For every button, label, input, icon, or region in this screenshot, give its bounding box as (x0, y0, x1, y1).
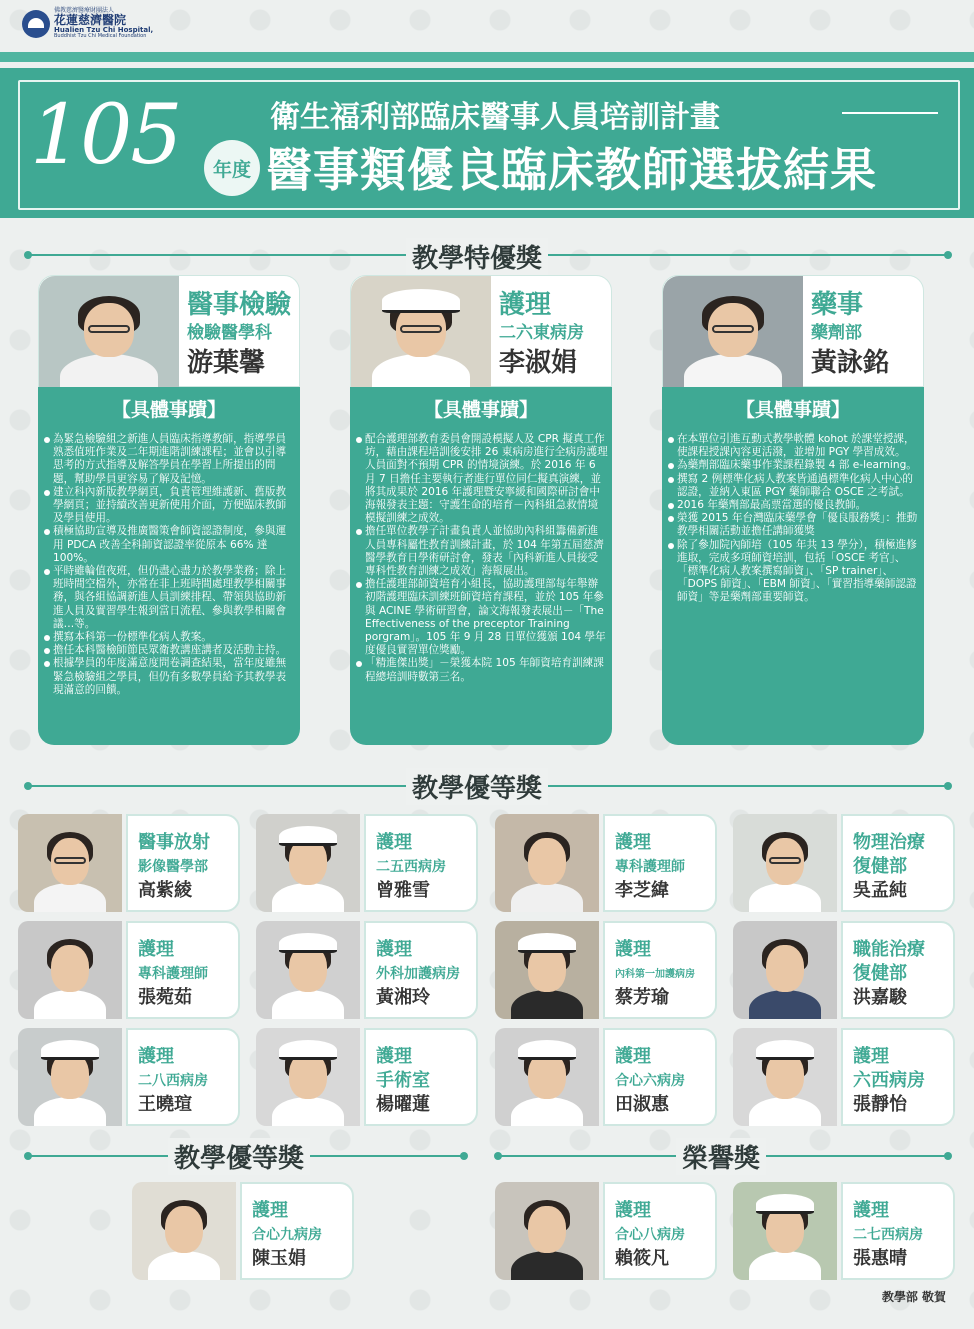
card-name: 李淑娟 (499, 348, 578, 378)
award-card (495, 814, 717, 912)
logo-line4: Buddhist Tzu Chi Medical Foundation (54, 33, 147, 40)
portrait-photo (256, 814, 360, 912)
card-name: 黃詠銘 (811, 348, 890, 378)
award-card (18, 921, 240, 1019)
card-dept: 護理 (252, 1200, 288, 1221)
card-name: 王曉瑄 (138, 1094, 192, 1115)
card-unit: 藥劑部 (811, 323, 862, 343)
portrait-photo (18, 921, 122, 1019)
card-dept: 藥事 (811, 290, 864, 320)
award-card (495, 1028, 717, 1126)
portrait-photo (18, 814, 122, 912)
section-dot (944, 251, 952, 259)
achievement-item: 平時雖輪值夜班，但仍盡心盡力於教學業務；除上班時間空檔外，亦常在非上班時間處理教學相關事務，與各組協調新進人員訓練排程、帶領與協助新進人員及實習學生報到當日流程、參與教學相關會議…等。 (44, 565, 296, 631)
achievement-list (668, 433, 920, 605)
card-unit: 二七西病房 (853, 1227, 923, 1243)
card-unit: 合心六病房 (615, 1073, 685, 1089)
card-unit: 外科加護病房 (376, 966, 460, 982)
card-dept: 職能治療 (853, 939, 925, 960)
card-name: 李芝緯 (615, 880, 669, 901)
card-unit: 影像醫學部 (138, 859, 208, 875)
card-section-head: 【具體事蹟】 (735, 399, 850, 421)
achievement-item: 建立科內新版教學網頁，負責管理維護新、舊版教學網頁；並持續改善更新使用介面，方便臨床教師及學員使用。 (44, 486, 296, 526)
section-title-excellence: 教學特優獎 (406, 238, 548, 275)
card-name: 洪嘉駿 (853, 987, 907, 1008)
section-title-merit2: 教學優等獎 (168, 1138, 310, 1175)
section-dot (460, 1152, 468, 1160)
card-dept: 護理 (615, 1200, 651, 1221)
section-title-honor: 榮譽獎 (676, 1138, 766, 1175)
card-section-head: 【具體事蹟】 (423, 399, 538, 421)
card-unit: 內科第一加護病房 (615, 969, 695, 980)
card-unit: 二六東病房 (499, 323, 584, 343)
award-card (132, 1182, 354, 1280)
card-dept: 護理 (376, 1046, 412, 1067)
year-badge: 年度 (204, 140, 260, 196)
year-number: 105 (30, 88, 181, 183)
achievement-item: 撰寫本科第一份標準化病人教案。 (44, 631, 296, 644)
card-dept: 護理 (499, 290, 552, 320)
achievement-list (44, 433, 296, 697)
card-dept: 物理治療 (853, 832, 925, 853)
lotus-icon (22, 10, 50, 38)
portrait-photo (733, 921, 837, 1019)
portrait-photo (256, 1028, 360, 1126)
achievement-item: 積極協助宣導及推廣醫策會師資認證制度，參與運用 PDCA 改善全科師資認證率從原本 66% 達 100%。 (44, 525, 296, 565)
card-name: 陳玉娟 (252, 1248, 306, 1269)
achievement-list (356, 433, 608, 684)
card-name: 高紫綾 (138, 880, 192, 901)
logo-line1: 佛教慈濟醫療財團法人 (54, 7, 115, 14)
card-dept: 護理 (138, 1046, 174, 1067)
card-dept: 護理 (615, 832, 651, 853)
award-card (733, 1182, 955, 1280)
award-card (18, 814, 240, 912)
award-card-excellence (38, 275, 300, 745)
card-dept: 護理 (615, 939, 651, 960)
award-card-excellence (350, 275, 612, 745)
achievement-item: 擔任護理部師資培育小組長，協助護理部每年舉辦初階護理臨床訓練班師資培育課程，並於 105 年參與 ACINE 學術研習會，論文海報發表展出－「The Effectiveness of the preceptor Training porgram」。105 年 9 月 28 日單位獲頒 104 學年度優良實習單位獎勵。 (356, 578, 608, 657)
portrait-photo (132, 1182, 236, 1280)
achievement-item: 在本單位引進互動式教學軟體 kohot 於課堂授課，使課程授課內容更活潑，並增加 PGY 學習成效。 (668, 433, 920, 459)
card-dept: 護理 (615, 1046, 651, 1067)
card-name: 游葉馨 (187, 348, 266, 378)
achievement-item: 撰寫 2 例標準化病人教案皆通過標準化病人中心的認證，並納入東區 PGY 藥師聯合 OSCE 之考試。 (668, 473, 920, 499)
achievement-item: 擔任本科醫檢師節民眾衛教講座講者及活動主持。 (44, 644, 296, 657)
card-name: 賴筱凡 (615, 1248, 669, 1269)
award-card (495, 1182, 717, 1280)
award-card (256, 1028, 478, 1126)
portrait-photo (18, 1028, 122, 1126)
card-dept: 醫事放射 (138, 832, 210, 853)
portrait-photo (495, 1182, 599, 1280)
card-unit: 復健部 (853, 856, 907, 877)
achievement-item: 根據學員的年度滿意度問卷調查結果，當年度雖無緊急檢驗組之學員，但仍有多數學員給予其教學表現滿意的回饋。 (44, 657, 296, 697)
portrait-photo (351, 276, 491, 388)
award-card (256, 814, 478, 912)
title-rule (842, 112, 938, 114)
hospital-logo (22, 8, 153, 39)
card-unit: 復健部 (853, 963, 907, 984)
card-name: 張菀茹 (138, 987, 192, 1008)
award-card (733, 1028, 955, 1126)
top-stripe (0, 52, 974, 62)
card-name: 張靜怡 (853, 1094, 907, 1115)
logo-line3: Hualien Tzu Chi Hospital, (54, 25, 154, 34)
portrait-photo (495, 921, 599, 1019)
card-unit: 合心八病房 (615, 1227, 685, 1243)
title-line1: 衛生福利部臨床醫事人員培訓計畫 (270, 100, 720, 135)
award-card (733, 814, 955, 912)
achievement-item: 為緊急檢驗組之新進人員臨床指導教師，指導學員熟悉值班作業及二年期進階訓練課程；並會以引導思考的方式指導及解答學員在學習上所提出的問題，幫助學員更容易了解及記憶。 (44, 433, 296, 486)
award-card (18, 1028, 240, 1126)
card-unit: 專科護理師 (138, 966, 208, 982)
portrait-photo (733, 1182, 837, 1280)
card-section-head: 【具體事蹟】 (111, 399, 226, 421)
achievement-item: 擔任單位教學子計畫負責人並協助內科組籌備新進人員專科屬性教育訓練計畫，於 104 年第五屆慈濟醫學教育日學術研討會，發表「內科新進人員接受專科性教育訓練之成效」海報展出。 (356, 525, 608, 578)
achievement-item: 除了參加院內師培（105 年共 13 學分），積極進修進取，完成多項師資培訓，包括「OSCE 考官」、「標準化病人教案撰寫師資」、「SP trainer」、「DOPS 師資」、「EBM 師資」、「實習指導藥師認證師資」等是藥劑部重要師資。 (668, 539, 920, 605)
card-dept: 護理 (853, 1046, 889, 1067)
portrait-photo (256, 921, 360, 1019)
portrait-photo (495, 814, 599, 912)
card-name: 黃湘玲 (376, 987, 430, 1008)
section-dot (944, 1152, 952, 1160)
footer-signature: 教學部 敬賀 (881, 1290, 946, 1304)
portrait-photo (39, 276, 179, 388)
achievement-item: 「精進傑出獎」－榮獲本院 105 年師資培育訓練課程總培訓時數第三名。 (356, 657, 608, 683)
achievement-item: 為藥劑部臨床藥事作業課程錄製 4 部 e-learning。 (668, 459, 920, 472)
card-dept: 護理 (853, 1200, 889, 1221)
card-name: 張惠晴 (853, 1248, 907, 1269)
award-card (495, 921, 717, 1019)
section-dot (944, 782, 952, 790)
achievement-item: 配合護理部教育委員會開設模擬人及 CPR 擬真工作坊，藉由課程培訓後安排 26 東病房進行全病房護理人員面對不預期 CPR 的情境演練。於 2016 年 6 月 7 日擔任主要執行者進行單位同仁擬真演練，並將其成果於 2016 年護理暨安寧緩和國際研討會中海報發表主題：守護生命的培育－內科組急救情境模擬訓練之成效。 (356, 433, 608, 525)
section-title-merit: 教學優等獎 (406, 768, 548, 805)
card-dept: 護理 (376, 832, 412, 853)
card-unit: 專科護理師 (615, 859, 685, 875)
card-unit: 合心九病房 (252, 1227, 322, 1243)
card-dept: 護理 (376, 939, 412, 960)
card-unit: 二八西病房 (138, 1073, 208, 1089)
award-card (256, 921, 478, 1019)
card-unit: 手術室 (376, 1070, 430, 1091)
card-name: 楊曜蓮 (376, 1094, 430, 1115)
award-card-excellence (662, 275, 924, 745)
card-name: 吳孟純 (853, 880, 907, 901)
title-line2: 醫事類優良臨床教師選拔結果 (266, 143, 877, 197)
card-name: 蔡芳瑜 (615, 987, 669, 1008)
card-dept: 護理 (138, 939, 174, 960)
award-card (733, 921, 955, 1019)
card-unit: 二五西病房 (376, 859, 446, 875)
card-unit: 檢驗醫學科 (187, 323, 272, 343)
logo-line2: 花蓮慈濟醫院 (54, 13, 127, 28)
achievement-item: 榮獲 2015 年台灣臨床藥學會「優良服務獎」：推動教學相關活動並擔任講師獲獎 (668, 512, 920, 538)
card-name: 田淑惠 (615, 1094, 669, 1115)
portrait-photo (733, 814, 837, 912)
achievement-item: 2016 年藥劑部最高票當選的優良教師。 (668, 499, 920, 512)
portrait-photo (495, 1028, 599, 1126)
portrait-photo (663, 276, 803, 388)
card-name: 曾雅雪 (376, 880, 430, 901)
portrait-photo (733, 1028, 837, 1126)
card-unit: 六西病房 (853, 1070, 925, 1091)
card-dept: 醫事檢驗 (187, 290, 292, 320)
